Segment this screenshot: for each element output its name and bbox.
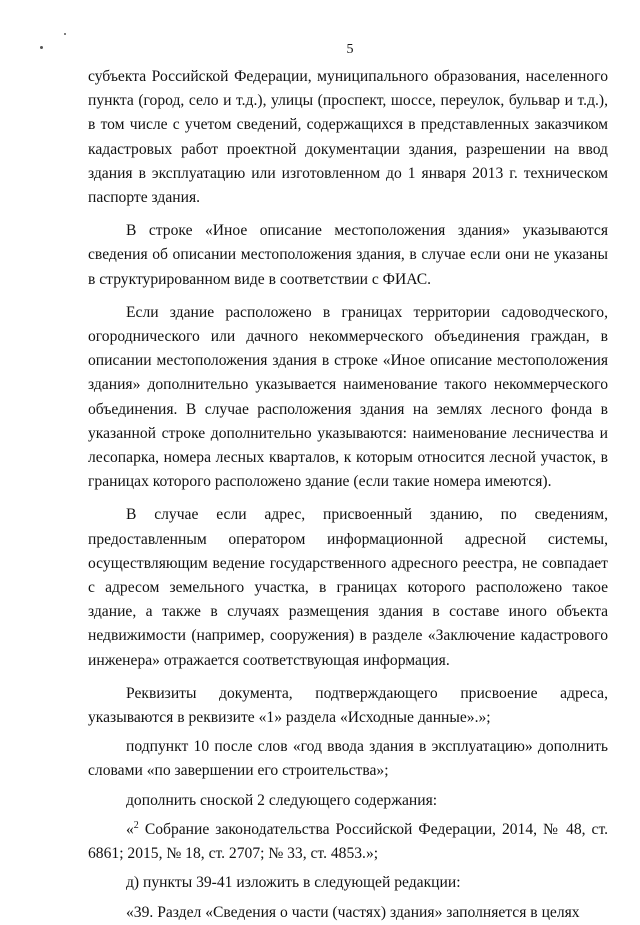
scan-speck xyxy=(64,33,66,35)
footnote-paragraph xyxy=(88,818,608,866)
paragraph: Если здание расположено в границах территории садоводческого, огороднического или дачного некоммерческого объединения граждан, в описании местоположения здания в строке «Иное описание местоположения здания» дополнительно указывается наименование такого некоммерческого объединения. В случае расположения здания на землях лесного фонда в указанной строке дополнительно указываются: наименование лесничества и лесопарка, номера лесных кварталов, к которым относится лесной участок, в границах которого расположено здание (если такие номера имеются). xyxy=(88,303,608,491)
paragraph: В строке «Иное описание местоположения здания» указываются сведения об описании местоположения здания, в случае если они не указаны в структурированном виде в соответствии с ФИАС. xyxy=(88,222,608,288)
paragraph: субъекта Российской Федерации, муниципального образования, населенного пункта (город, село и т.д.), улицы (проспект, шоссе, переулок, бульвар и т.д.), в том числе с учетом сведений, содержащихся в представленных заказчиком кадастровых работ проектной документации здания, разрешении на ввод здания в эксплуатацию или изготовленном до 1 января 2013 г. техническом паспорте здания. xyxy=(88,68,608,207)
paragraph: «39. Раздел «Сведения о части (частях) здания» заполняется в целях xyxy=(126,903,580,921)
document-body xyxy=(88,65,608,925)
paragraph: д) пункты 39-41 изложить в следующей редакции: xyxy=(126,874,461,892)
paragraph: Реквизиты документа, подтверждающего присвоение адреса, указываются в реквизите «1» раздела «Исходные данные».»; xyxy=(88,684,608,727)
footnote-open-quote: « xyxy=(126,820,134,838)
footnote-marker: 2 xyxy=(133,819,139,831)
page-number: 5 xyxy=(346,42,354,57)
paragraph: В случае если адрес, присвоенный зданию, по сведениям, предоставленным оператором информационной адресной системы, осуществляющим ведение государственного адресного реестра, не совпадает с адресом земельного участка, в границах которого расположено такое здание, а также в случаях размещения здания в составе иного объекта недвижимости (например, сооружения) в разделе «Заключение кадастрового инженера» отражается соответствующая информация. xyxy=(88,506,608,669)
footnote-text: Собрание законодательства Российской Федерации, 2014, № 48, ст. 6861; 2015, № 18, ст. 2707; № 33, ст. 4853.»; xyxy=(88,820,608,863)
paragraph: подпункт 10 после слов «год ввода здания в эксплуатацию» дополнить словами «по завершении его строительства»; xyxy=(88,738,608,780)
paragraph: дополнить сноской 2 следующего содержания: xyxy=(126,791,438,809)
